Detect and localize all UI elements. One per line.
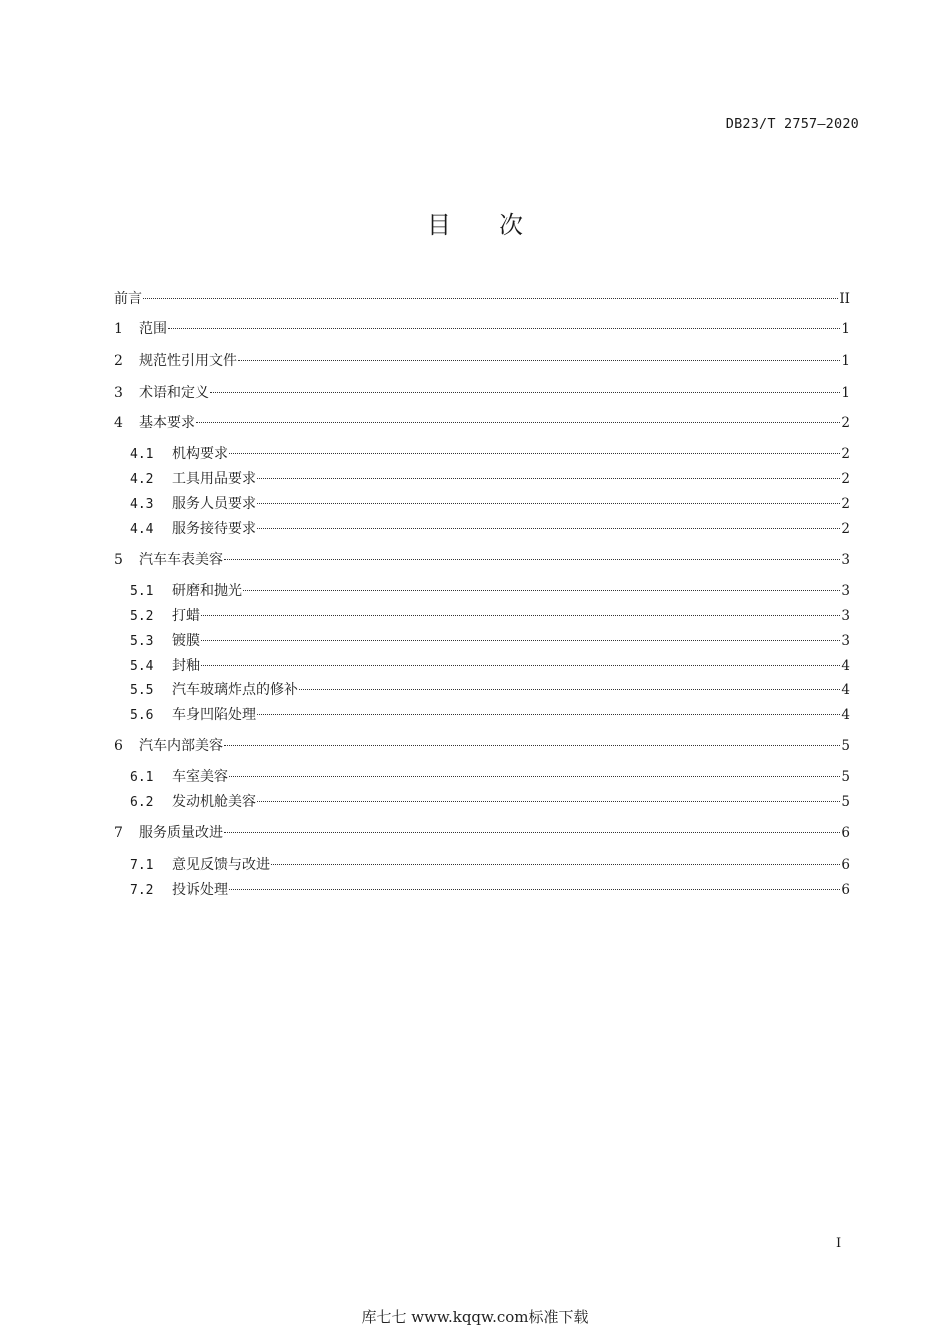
toc-label: 打蜡 bbox=[172, 608, 200, 624]
toc-leader-dots bbox=[229, 875, 840, 890]
toc-page-number: 6 bbox=[841, 882, 850, 898]
toc-page-number: 4 bbox=[841, 658, 850, 674]
toc-leader-dots bbox=[257, 489, 840, 504]
toc-page-number: 6 bbox=[841, 857, 850, 873]
page-number: I bbox=[836, 1236, 842, 1251]
toc-label: 服务质量改进 bbox=[139, 825, 223, 841]
toc-entry-5-1[interactable] bbox=[130, 580, 850, 600]
toc-page-number: 2 bbox=[841, 521, 850, 537]
toc-leader-dots bbox=[143, 284, 838, 299]
toc-entry-6[interactable] bbox=[114, 735, 850, 755]
toc-number: 5.3 bbox=[130, 634, 154, 649]
toc-number: 7 bbox=[114, 825, 123, 841]
toc-leader-dots bbox=[224, 731, 840, 746]
toc-entry-3[interactable] bbox=[114, 382, 850, 402]
toc-page-number: 5 bbox=[841, 794, 850, 810]
toc-leader-dots bbox=[201, 626, 840, 641]
toc-number: 7.1 bbox=[130, 858, 154, 873]
toc-label: 汽车车表美容 bbox=[139, 552, 223, 568]
toc-entry-4-4[interactable] bbox=[130, 518, 850, 538]
toc-label: 车室美容 bbox=[172, 769, 228, 785]
toc-number: 5.5 bbox=[130, 683, 154, 698]
title-char-2: 次 bbox=[499, 211, 523, 239]
toc-entry-5[interactable] bbox=[114, 549, 850, 569]
toc-leader-dots bbox=[168, 314, 840, 329]
toc-page-number: 1 bbox=[841, 385, 850, 401]
toc-leader-dots bbox=[257, 700, 840, 715]
toc-page-number: 2 bbox=[841, 471, 850, 487]
toc-label: 发动机舱美容 bbox=[172, 794, 256, 810]
toc-label: 范围 bbox=[139, 321, 167, 337]
toc-label: 投诉处理 bbox=[172, 882, 228, 898]
toc-number: 2 bbox=[114, 353, 123, 369]
toc-label: 前言 bbox=[114, 291, 142, 307]
toc-entry-5-5[interactable] bbox=[130, 679, 850, 699]
toc-entry-foreword[interactable] bbox=[114, 288, 850, 308]
toc-number: 4.3 bbox=[130, 497, 154, 512]
toc-label: 车身凹陷处理 bbox=[172, 707, 256, 723]
toc-page-number: 4 bbox=[841, 682, 850, 698]
toc-leader-dots bbox=[257, 464, 840, 479]
toc-entry-5-6[interactable] bbox=[130, 704, 850, 724]
toc-leader-dots bbox=[210, 378, 840, 393]
toc-leader-dots bbox=[201, 651, 840, 666]
title-char-1: 目 bbox=[427, 211, 451, 239]
toc-entry-7-2[interactable] bbox=[130, 879, 850, 899]
footer-watermark: 库七七 www.kqqw.com标准下载 bbox=[361, 1308, 589, 1326]
toc-number: 5.4 bbox=[130, 659, 154, 674]
toc-leader-dots bbox=[196, 408, 840, 423]
toc-leader-dots bbox=[271, 850, 840, 865]
toc-page-number: 5 bbox=[841, 769, 850, 785]
toc-page-number: 1 bbox=[841, 353, 850, 369]
toc-page-number: 1 bbox=[841, 321, 850, 337]
toc-label: 汽车玻璃炸点的修补 bbox=[172, 682, 298, 698]
toc-label: 汽车内部美容 bbox=[139, 738, 223, 754]
toc-number: 5.2 bbox=[130, 609, 154, 624]
toc-page-number: 3 bbox=[841, 583, 850, 599]
toc-number: 5.1 bbox=[130, 584, 154, 599]
toc-label: 服务接待要求 bbox=[172, 521, 256, 537]
toc-leader-dots bbox=[224, 818, 840, 833]
standard-code: DB23/T 2757—2020 bbox=[725, 116, 859, 132]
toc-label: 术语和定义 bbox=[139, 385, 209, 401]
toc-entry-7-1[interactable] bbox=[130, 854, 850, 874]
toc-page-number: II bbox=[839, 291, 850, 307]
toc-leader-dots bbox=[257, 787, 840, 802]
toc-label: 工具用品要求 bbox=[172, 471, 256, 487]
toc-entry-4[interactable] bbox=[114, 412, 850, 432]
toc-entry-6-2[interactable] bbox=[130, 791, 850, 811]
toc-entry-4-3[interactable] bbox=[130, 493, 850, 513]
toc-entry-5-3[interactable] bbox=[130, 630, 850, 650]
toc-leader-dots bbox=[224, 545, 840, 560]
toc-label: 研磨和抛光 bbox=[172, 583, 242, 599]
toc-number: 6.2 bbox=[130, 795, 154, 810]
page-title bbox=[0, 205, 950, 240]
toc-entry-4-1[interactable] bbox=[130, 443, 850, 463]
toc-page-number: 5 bbox=[841, 738, 850, 754]
toc-label: 意见反馈与改进 bbox=[172, 857, 270, 873]
toc-entry-4-2[interactable] bbox=[130, 468, 850, 488]
toc-leader-dots bbox=[201, 601, 840, 616]
toc-page-number: 6 bbox=[841, 825, 850, 841]
toc-entry-6-1[interactable] bbox=[130, 766, 850, 786]
toc-entry-2[interactable] bbox=[114, 350, 850, 370]
toc-number: 4.1 bbox=[130, 447, 154, 462]
toc-page-number: 2 bbox=[841, 415, 850, 431]
toc-label: 机构要求 bbox=[172, 446, 228, 462]
toc-leader-dots bbox=[238, 346, 840, 361]
toc-leader-dots bbox=[257, 514, 840, 529]
toc-number: 4 bbox=[114, 415, 123, 431]
toc-label: 镀膜 bbox=[172, 633, 200, 649]
toc-page-number: 3 bbox=[841, 552, 850, 568]
toc-number: 1 bbox=[114, 321, 123, 337]
toc-entry-5-2[interactable] bbox=[130, 605, 850, 625]
toc-page-number: 4 bbox=[841, 707, 850, 723]
toc-label: 规范性引用文件 bbox=[139, 353, 237, 369]
toc-entry-5-4[interactable] bbox=[130, 655, 850, 675]
toc-label: 基本要求 bbox=[139, 415, 195, 431]
toc-label: 服务人员要求 bbox=[172, 496, 256, 512]
toc-number: 5.6 bbox=[130, 708, 154, 723]
toc-page-number: 2 bbox=[841, 496, 850, 512]
toc-leader-dots bbox=[299, 675, 840, 690]
toc-number: 4.2 bbox=[130, 472, 154, 487]
toc-number: 5 bbox=[114, 552, 123, 568]
toc-leader-dots bbox=[229, 439, 840, 454]
toc-leader-dots bbox=[243, 576, 840, 591]
toc-entry-7[interactable] bbox=[114, 822, 850, 842]
toc-number: 6.1 bbox=[130, 770, 154, 785]
toc-leader-dots bbox=[229, 762, 840, 777]
toc-number: 4.4 bbox=[130, 522, 154, 537]
toc-page-number: 3 bbox=[841, 633, 850, 649]
toc-number: 6 bbox=[114, 738, 123, 754]
toc-page-number: 2 bbox=[841, 446, 850, 462]
toc-number: 3 bbox=[114, 385, 123, 401]
toc-number: 7.2 bbox=[130, 883, 154, 898]
toc-label: 封釉 bbox=[172, 658, 200, 674]
toc-entry-1[interactable] bbox=[114, 318, 850, 338]
toc-page-number: 3 bbox=[841, 608, 850, 624]
